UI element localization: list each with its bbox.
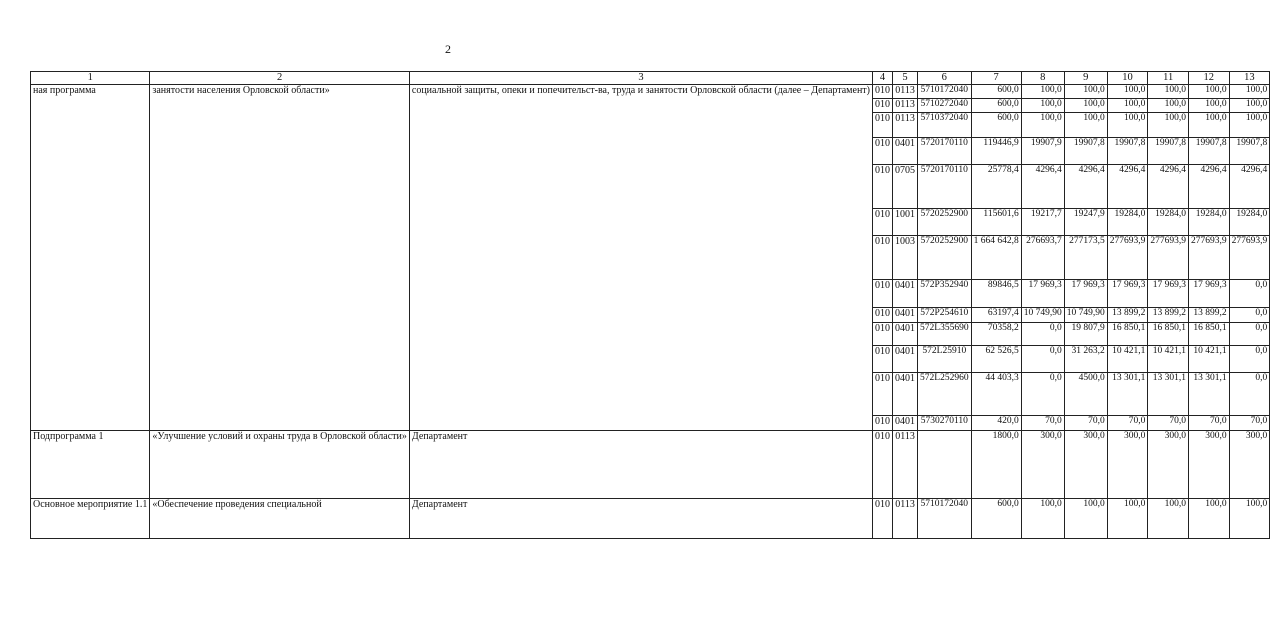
year-value: 100,0 — [1021, 113, 1064, 138]
year-value: 0,0 — [1021, 346, 1064, 373]
column-number: 8 — [1021, 72, 1064, 85]
program-title-cell: занятости населения Орловской области» — [150, 85, 410, 431]
code-section: 0705 — [893, 165, 918, 209]
program-title-cell: «Улучшение условий и охраны труда в Орловской области» — [150, 431, 410, 499]
code-gr: 010 — [873, 499, 893, 539]
year-value: 16 850,1 — [1107, 323, 1148, 346]
code-section: 1003 — [893, 236, 918, 280]
year-value: 100,0 — [1148, 99, 1189, 113]
program-name-cell: Основное мероприятие 1.1 — [31, 499, 150, 539]
code-gr: 010 — [873, 99, 893, 113]
year-value: 100,0 — [1188, 99, 1229, 113]
year-value: 4296,4 — [1148, 165, 1189, 209]
code-target: 572L25910 — [918, 346, 972, 373]
year-value: 100,0 — [1188, 499, 1229, 539]
year-value: 300,0 — [1107, 431, 1148, 499]
year-value: 100,0 — [1148, 499, 1189, 539]
code-target: 5710372040 — [918, 113, 972, 138]
year-value: 13 301,1 — [1188, 373, 1229, 416]
year-value: 0,0 — [1021, 373, 1064, 416]
year-value: 19907,9 — [1021, 138, 1064, 165]
code-section: 0113 — [893, 99, 918, 113]
year-value: 100,0 — [1064, 99, 1107, 113]
code-target: 572P352940 — [918, 280, 972, 308]
column-number: 11 — [1148, 72, 1189, 85]
code-section: 0401 — [893, 373, 918, 416]
total-value: 62 526,5 — [971, 346, 1021, 373]
column-number: 4 — [873, 72, 893, 85]
year-value: 10 421,1 — [1148, 346, 1189, 373]
year-value: 70,0 — [1064, 416, 1107, 431]
code-gr: 010 — [873, 431, 893, 499]
year-value: 300,0 — [1148, 431, 1189, 499]
year-value: 13 301,1 — [1107, 373, 1148, 416]
code-target: 5720170110 — [918, 165, 972, 209]
year-value: 100,0 — [1064, 85, 1107, 99]
total-value: 420,0 — [971, 416, 1021, 431]
year-value: 100,0 — [1188, 85, 1229, 99]
code-section: 0401 — [893, 308, 918, 323]
code-section: 0113 — [893, 431, 918, 499]
year-value: 19217,7 — [1021, 209, 1064, 236]
year-value: 19907,8 — [1188, 138, 1229, 165]
year-value: 70,0 — [1188, 416, 1229, 431]
year-value: 277693,9 — [1148, 236, 1189, 280]
year-value: 19907,8 — [1229, 138, 1270, 165]
code-target — [918, 431, 972, 499]
year-value: 19907,8 — [1064, 138, 1107, 165]
year-value: 100,0 — [1229, 99, 1270, 113]
code-gr: 010 — [873, 373, 893, 416]
column-number: 3 — [409, 72, 872, 85]
year-value: 0,0 — [1229, 373, 1270, 416]
code-section: 1001 — [893, 209, 918, 236]
code-gr: 010 — [873, 280, 893, 308]
year-value: 100,0 — [1148, 113, 1189, 138]
total-value: 600,0 — [971, 113, 1021, 138]
column-number: 12 — [1188, 72, 1229, 85]
code-target: 572L355690 — [918, 323, 972, 346]
main-event-row — [31, 499, 1270, 539]
total-value: 119446,9 — [971, 138, 1021, 165]
year-value: 70,0 — [1229, 416, 1270, 431]
code-section: 0113 — [893, 113, 918, 138]
code-gr: 010 — [873, 138, 893, 165]
year-value: 31 263,2 — [1064, 346, 1107, 373]
year-value: 17 969,3 — [1021, 280, 1064, 308]
program-name-cell: ная программа — [31, 85, 150, 431]
year-value: 10 421,1 — [1188, 346, 1229, 373]
year-value: 19907,8 — [1107, 138, 1148, 165]
year-value: 277693,9 — [1229, 236, 1270, 280]
code-section: 0401 — [893, 280, 918, 308]
total-value: 600,0 — [971, 85, 1021, 99]
year-value: 100,0 — [1148, 85, 1189, 99]
code-gr: 010 — [873, 308, 893, 323]
executor-cell: Департамент — [409, 431, 872, 499]
code-section: 0113 — [893, 85, 918, 99]
table-row — [31, 85, 1270, 99]
code-section: 0401 — [893, 346, 918, 373]
code-gr: 010 — [873, 113, 893, 138]
code-gr: 010 — [873, 236, 893, 280]
executor-cell: Департамент — [409, 499, 872, 539]
year-value: 300,0 — [1021, 431, 1064, 499]
code-target: 5720252900 — [918, 209, 972, 236]
code-target: 572L252960 — [918, 373, 972, 416]
column-number: 6 — [918, 72, 972, 85]
code-gr: 010 — [873, 209, 893, 236]
year-value: 100,0 — [1188, 113, 1229, 138]
code-gr: 010 — [873, 165, 893, 209]
total-value: 89846,5 — [971, 280, 1021, 308]
year-value: 100,0 — [1021, 499, 1064, 539]
budget-table — [30, 71, 1270, 539]
year-value: 70,0 — [1107, 416, 1148, 431]
code-gr: 010 — [873, 323, 893, 346]
total-value: 600,0 — [971, 99, 1021, 113]
year-value: 300,0 — [1064, 431, 1107, 499]
total-value: 70358,2 — [971, 323, 1021, 346]
year-value: 19247,9 — [1064, 209, 1107, 236]
header-row — [31, 72, 1270, 85]
year-value: 100,0 — [1229, 113, 1270, 138]
year-value: 10 749,90 — [1064, 308, 1107, 323]
total-value: 63197,4 — [971, 308, 1021, 323]
code-target: 5720170110 — [918, 138, 972, 165]
year-value: 70,0 — [1021, 416, 1064, 431]
year-value: 19284,0 — [1148, 209, 1189, 236]
code-gr: 010 — [873, 416, 893, 431]
year-value: 13 899,2 — [1148, 308, 1189, 323]
year-value: 19 807,9 — [1064, 323, 1107, 346]
total-value: 44 403,3 — [971, 373, 1021, 416]
year-value: 100,0 — [1229, 499, 1270, 539]
column-number: 2 — [150, 72, 410, 85]
year-value: 277693,9 — [1107, 236, 1148, 280]
year-value: 16 850,1 — [1148, 323, 1189, 346]
program-title-cell: «Обеспечение проведения специальной — [150, 499, 410, 539]
year-value: 13 301,1 — [1148, 373, 1189, 416]
year-value: 19284,0 — [1107, 209, 1148, 236]
year-value: 100,0 — [1021, 85, 1064, 99]
code-target: 5730270110 — [918, 416, 972, 431]
year-value: 13 899,2 — [1188, 308, 1229, 323]
year-value: 17 969,3 — [1107, 280, 1148, 308]
year-value: 0,0 — [1229, 308, 1270, 323]
column-number: 13 — [1229, 72, 1270, 85]
year-value: 10 421,1 — [1107, 346, 1148, 373]
year-value: 4296,4 — [1064, 165, 1107, 209]
year-value: 17 969,3 — [1148, 280, 1189, 308]
column-number: 7 — [971, 72, 1021, 85]
code-section: 0113 — [893, 499, 918, 539]
year-value: 4296,4 — [1021, 165, 1064, 209]
page-number: 2 — [445, 42, 451, 56]
code-gr: 010 — [873, 346, 893, 373]
column-number: 9 — [1064, 72, 1107, 85]
year-value: 300,0 — [1229, 431, 1270, 499]
year-value: 276693,7 — [1021, 236, 1064, 280]
year-value: 17 969,3 — [1188, 280, 1229, 308]
year-value: 0,0 — [1229, 323, 1270, 346]
year-value: 16 850,1 — [1188, 323, 1229, 346]
code-section: 0401 — [893, 416, 918, 431]
total-value: 600,0 — [971, 499, 1021, 539]
code-target: 5710172040 — [918, 85, 972, 99]
code-target: 572P254610 — [918, 308, 972, 323]
year-value: 0,0 — [1229, 280, 1270, 308]
year-value: 4296,4 — [1229, 165, 1270, 209]
year-value: 100,0 — [1021, 99, 1064, 113]
year-value: 100,0 — [1107, 499, 1148, 539]
column-number: 1 — [31, 72, 150, 85]
year-value: 10 749,90 — [1021, 308, 1064, 323]
total-value: 25778,4 — [971, 165, 1021, 209]
subprogram-row — [31, 431, 1270, 499]
total-value: 1 664 642,8 — [971, 236, 1021, 280]
year-value: 70,0 — [1148, 416, 1189, 431]
column-number: 10 — [1107, 72, 1148, 85]
year-value: 277173,5 — [1064, 236, 1107, 280]
year-value: 17 969,3 — [1064, 280, 1107, 308]
total-value: 115601,6 — [971, 209, 1021, 236]
year-value: 19284,0 — [1229, 209, 1270, 236]
year-value: 277693,9 — [1188, 236, 1229, 280]
code-section: 0401 — [893, 138, 918, 165]
year-value: 4500,0 — [1064, 373, 1107, 416]
code-section: 0401 — [893, 323, 918, 346]
year-value: 0,0 — [1021, 323, 1064, 346]
executor-cell: социальной защиты, опеки и попечительст-ва, труда и занятости Орловской области (далее – Департамент) — [409, 85, 872, 431]
year-value: 4296,4 — [1107, 165, 1148, 209]
code-target: 5710272040 — [918, 99, 972, 113]
code-target: 5720252900 — [918, 236, 972, 280]
year-value: 19907,8 — [1148, 138, 1189, 165]
year-value: 100,0 — [1064, 499, 1107, 539]
year-value: 13 899,2 — [1107, 308, 1148, 323]
code-target: 5710172040 — [918, 499, 972, 539]
code-gr: 010 — [873, 85, 893, 99]
program-name-cell: Подпрограмма 1 — [31, 431, 150, 499]
year-value: 100,0 — [1107, 99, 1148, 113]
table-body — [31, 72, 1270, 539]
year-value: 0,0 — [1229, 346, 1270, 373]
year-value: 300,0 — [1188, 431, 1229, 499]
year-value: 100,0 — [1229, 85, 1270, 99]
year-value: 19284,0 — [1188, 209, 1229, 236]
year-value: 4296,4 — [1188, 165, 1229, 209]
column-number: 5 — [893, 72, 918, 85]
year-value: 100,0 — [1064, 113, 1107, 138]
year-value: 100,0 — [1107, 113, 1148, 138]
year-value: 100,0 — [1107, 85, 1148, 99]
total-value: 1800,0 — [971, 431, 1021, 499]
